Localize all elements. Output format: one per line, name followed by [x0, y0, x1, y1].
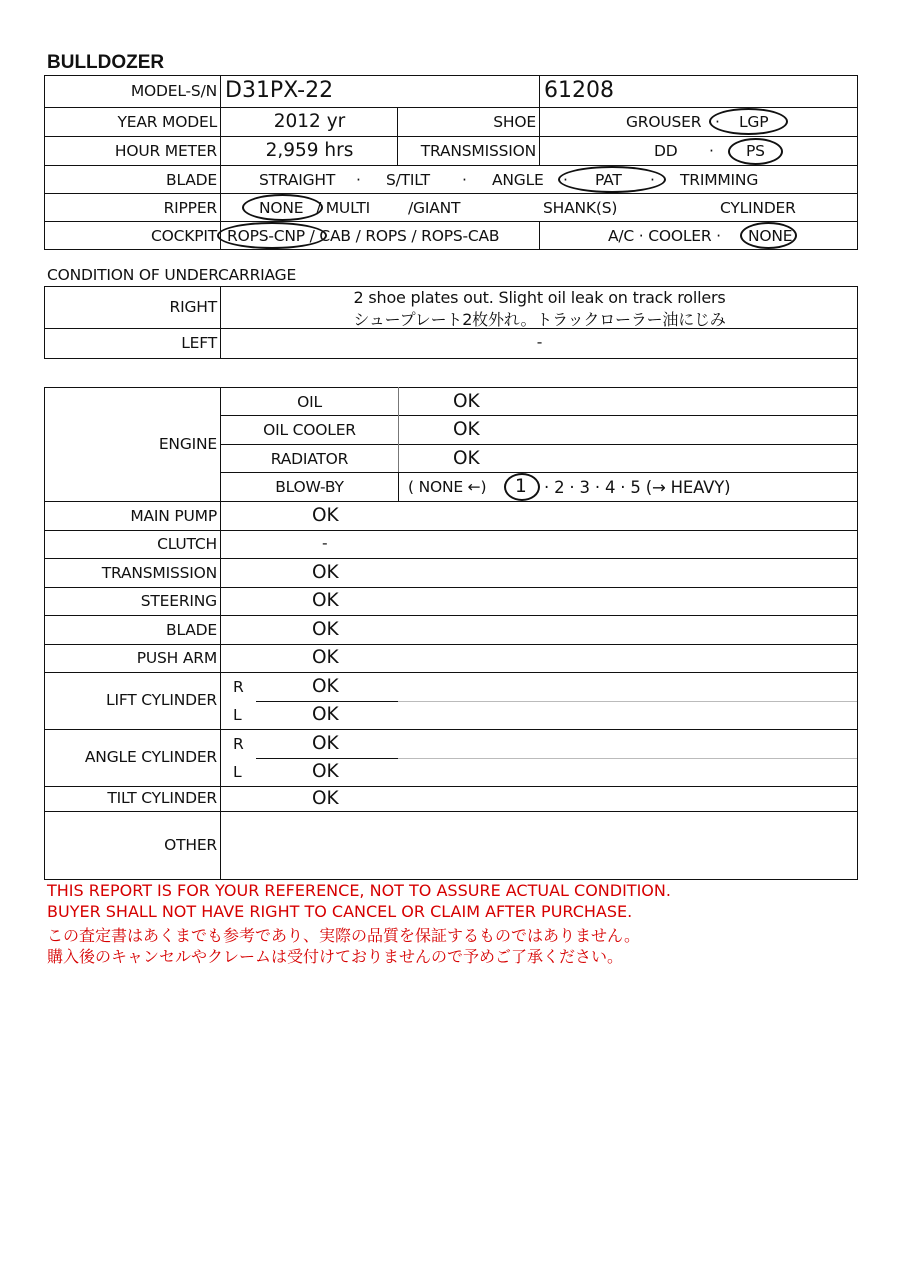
blade-dot-1: · — [356, 171, 361, 189]
shoe-grouser: GROUSER — [626, 113, 702, 131]
undercarriage-heading: CONDITION OF UNDERCARRIAGE — [47, 266, 297, 284]
engine-label: ENGINE — [158, 435, 217, 453]
blade-straight: STRAIGHT — [259, 171, 336, 189]
blowby-scale: · 2 · 3 · 4 · 5 (→ HEAVY) — [544, 478, 731, 497]
lgp-selected-circle — [709, 108, 788, 135]
disclaimer-line-2: BUYER SHALL NOT HAVE RIGHT TO CANCEL OR CLAIM AFTER PURCHASE. — [47, 902, 633, 921]
right-label: RIGHT — [169, 298, 217, 316]
ac-label: A/C · COOLER · — [608, 227, 721, 245]
blowby-none: ( NONE ←) — [408, 478, 487, 496]
main-pump-value: OK — [312, 505, 339, 526]
tilt-cylinder-label: TILT CYLINDER — [107, 789, 217, 807]
ripper-none-selected-circle — [242, 194, 323, 221]
cockpit-label: COCKPIT — [151, 227, 217, 245]
lift-l-value: OK — [312, 704, 339, 725]
ripper-label: RIPPER — [163, 199, 217, 217]
hour-meter-label: HOUR METER — [114, 142, 217, 160]
shoe-lgp: LGP — [739, 113, 769, 131]
disclaimer-line-4: 購入後のキャンセルやクレームは受付けておりませんので予めご了承ください。 — [47, 947, 624, 966]
ripper-giant: /GIANT — [408, 199, 461, 217]
blowby-selected-circle — [504, 473, 540, 501]
ripper-multi: / MULTI — [316, 199, 371, 217]
main-pump-label: MAIN PUMP — [130, 507, 217, 525]
left-label: LEFT — [181, 334, 217, 352]
tilt-cylinder-value: OK — [312, 788, 339, 809]
disclaimer-line-1: THIS REPORT IS FOR YOUR REFERENCE, NOT TO ASSURE ACTUAL CONDITION. — [47, 881, 671, 900]
angle-r-value: OK — [312, 733, 339, 754]
push-arm-label: PUSH ARM — [136, 649, 217, 667]
trans-sep: · — [709, 142, 714, 160]
blade-stilt: S/TILT — [386, 171, 430, 189]
other-label: OTHER — [164, 836, 217, 854]
ripper-shank: SHANK(S) — [543, 199, 618, 217]
oil-cooler-label: OIL COOLER — [263, 421, 356, 439]
oil-label: OIL — [297, 393, 322, 411]
transmission-label: TRANSMISSION — [420, 142, 536, 160]
ripper-cylinder: CYLINDER — [720, 199, 796, 217]
transmission-row-value: OK — [312, 562, 339, 583]
serial-value: 61208 — [544, 78, 614, 103]
blade-dot-4: · — [650, 171, 655, 189]
hour-meter-value: 2,959 hrs — [265, 140, 354, 161]
steering-label: STEERING — [140, 592, 217, 610]
year-value: 2012 yr — [273, 111, 346, 132]
model-label: MODEL-S/N — [130, 82, 217, 100]
clutch-label: CLUTCH — [157, 535, 217, 553]
model-value: D31PX-22 — [225, 78, 334, 103]
lift-r-label: R — [233, 678, 244, 696]
trans-ps: PS — [746, 142, 765, 160]
radiator-value: OK — [453, 448, 480, 469]
blade-row-value: OK — [312, 619, 339, 640]
blade-row-label: BLADE — [166, 621, 217, 639]
steering-value: OK — [312, 590, 339, 611]
blade-dot-2: · — [462, 171, 467, 189]
year-label: YEAR MODEL — [117, 113, 217, 131]
blade-pat: PAT — [595, 171, 622, 189]
push-arm-value: OK — [312, 647, 339, 668]
angle-r-label: R — [233, 735, 244, 753]
cockpit-options: ROPS-CNP / CAB / ROPS / ROPS-CAB — [227, 227, 500, 245]
oil-value: OK — [453, 391, 480, 412]
right-note-jp: シュープレート2枚外れ。トラックローラー油にじみ — [353, 310, 726, 329]
shoe-sep: · — [715, 113, 720, 131]
right-note-en: 2 shoe plates out. Slight oil leak on track rollers — [353, 288, 726, 307]
ps-selected-circle — [728, 138, 783, 165]
blade-trimming: TRIMMING — [680, 171, 759, 189]
ac-none-selected-circle — [740, 222, 797, 249]
left-value: - — [536, 333, 543, 351]
pat-selected-circle — [558, 166, 666, 193]
oil-cooler-value: OK — [453, 419, 480, 440]
blowby-label: BLOW-BY — [275, 478, 344, 496]
blade-dot-3: · — [563, 171, 568, 189]
shoe-label: SHOE — [493, 113, 536, 131]
angle-cylinder-label: ANGLE CYLINDER — [84, 748, 217, 766]
lift-l-label: L — [233, 706, 242, 724]
trans-dd: DD — [654, 142, 678, 160]
disclaimer-line-3: この査定書はあくまでも参考であり、実際の品質を保証するものではありません。 — [47, 926, 640, 945]
blade-angle: ANGLE — [492, 171, 544, 189]
blowby-1: 1 — [515, 476, 527, 497]
lift-cylinder-label: LIFT CYLINDER — [106, 691, 217, 709]
document-title: BULLDOZER — [47, 52, 165, 73]
blade-label: BLADE — [166, 171, 217, 189]
clutch-value: - — [322, 534, 328, 552]
ripper-none: NONE — [259, 199, 304, 217]
transmission-row-label: TRANSMISSION — [101, 564, 217, 582]
ac-none: NONE — [748, 227, 793, 245]
angle-l-label: L — [233, 763, 242, 781]
rops-cnp-selected-circle — [217, 222, 327, 249]
angle-l-value: OK — [312, 761, 339, 782]
lift-r-value: OK — [312, 676, 339, 697]
radiator-label: RADIATOR — [270, 450, 349, 468]
